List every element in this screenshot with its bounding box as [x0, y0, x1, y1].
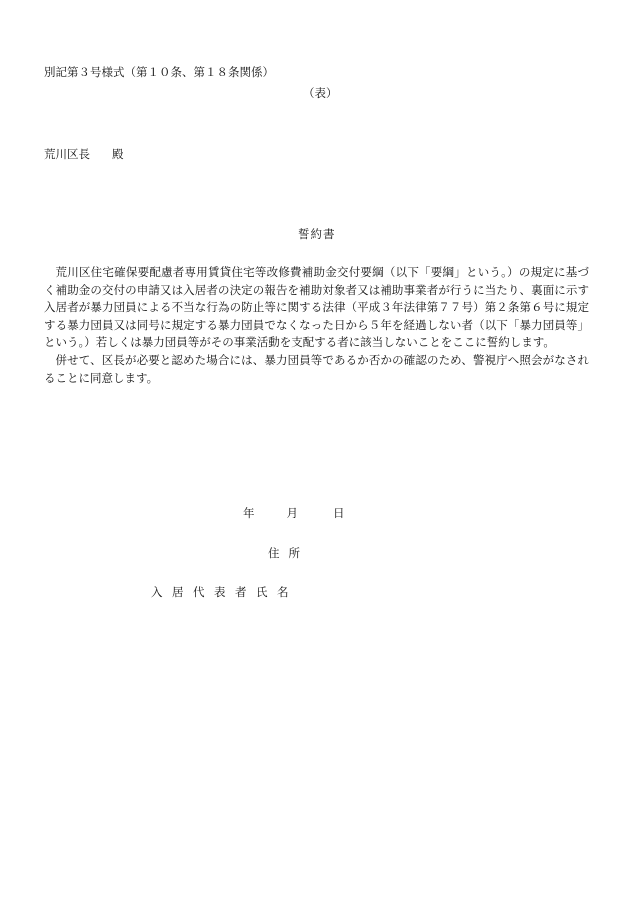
page-side-label: （表）	[303, 86, 338, 100]
representative-name-label: 入居代表者氏名	[151, 585, 298, 599]
day-label: 日	[333, 506, 345, 520]
consent-paragraph: 併せて、区長が必要と認めた場合には、暴力団員等であるか否かの確認のため、警視庁へ照会がなされることに同意します。	[44, 352, 589, 385]
pledge-body	[44, 264, 589, 387]
date-line	[243, 508, 345, 520]
form-reference: 別記第３号様式（第１０条、第１８条関係）	[44, 65, 274, 79]
month-label: 月	[286, 506, 298, 520]
addressee-title: 荒川区長	[44, 147, 90, 161]
addressee	[44, 149, 124, 161]
document-title: 誓約書	[298, 227, 336, 241]
pledge-paragraph: 荒川区住宅確保要配慮者専用賃貸住宅等改修費補助金交付要綱（以下「要綱」という。）の規定に基づく補助金の交付の申請又は入居者の決定の報告を補助対象者又は補助事業者が行うに当たり、裏面に示す入居者が暴力団員による不当な行為の防止等に関する法律（平成３年法律第７７号）第２条第６号に規定する暴力団員又は同号に規定する暴力団員でなくなった日から５年を経過しない者（以下「暴力団員等」という。）若しくは暴力団員等がその事業活動を支配する者に該当しないことをここに誓約します。	[44, 265, 589, 350]
address-label: 住所	[268, 546, 309, 560]
addressee-honorific: 殿	[112, 147, 124, 161]
year-label: 年	[243, 506, 255, 520]
